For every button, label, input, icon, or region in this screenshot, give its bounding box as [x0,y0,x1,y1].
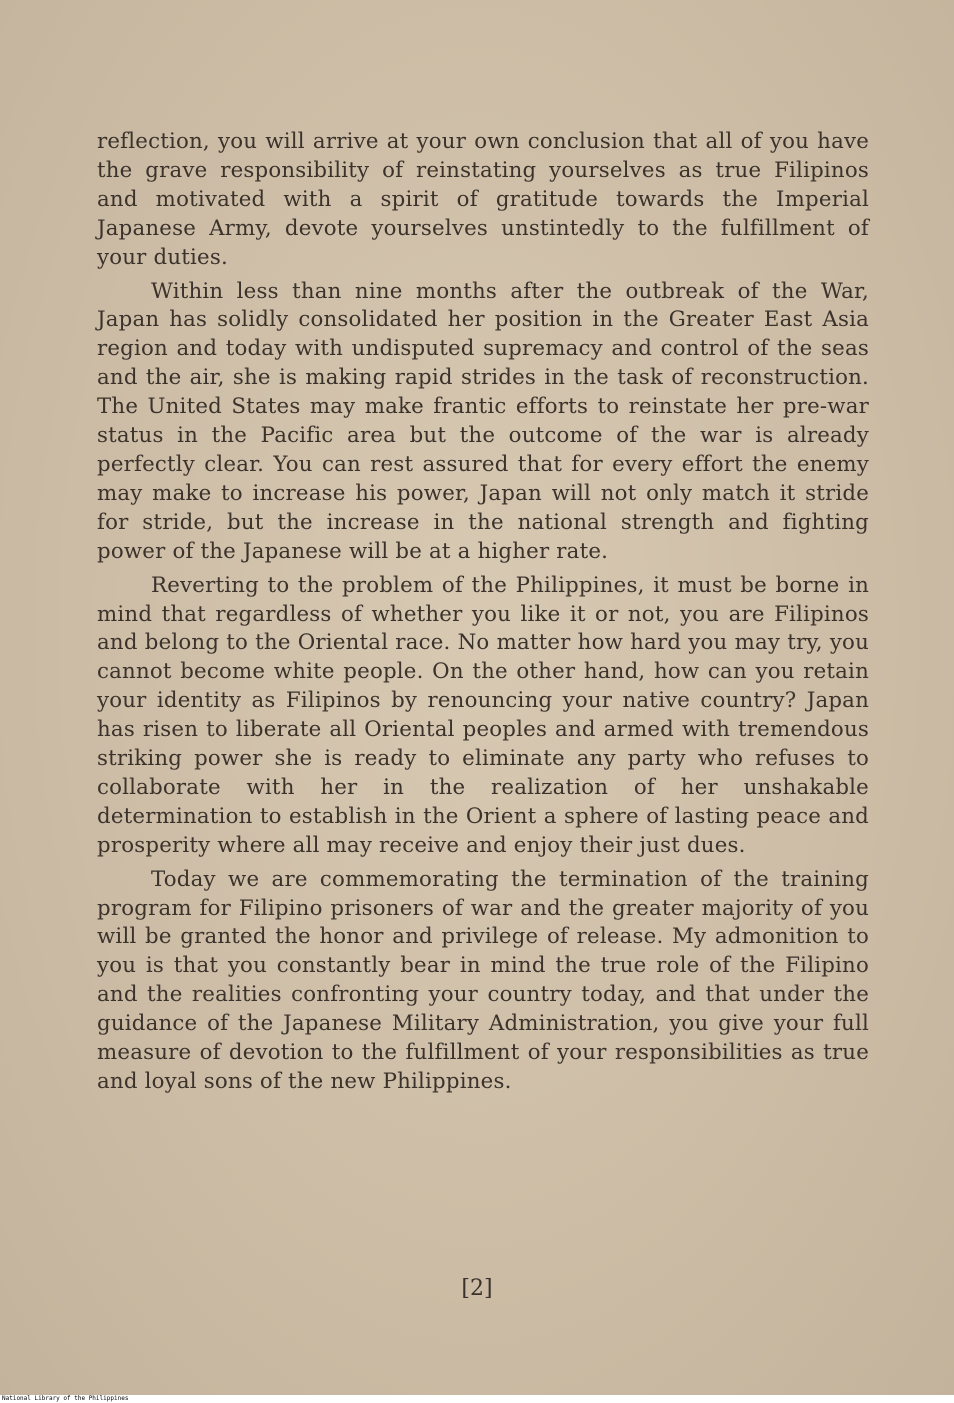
paragraph-4: Today we are commemorating the termination of the training program for Filipino prisoners of war and the greater majority of you will be granted the honor and privilege of release. My admonition to you is that you constantly bear in mind the true role of the Filipino and the realities confronting your country today, and that under the guidance of the Japanese Military Administration, you give your full measure of devotion to the fulfillment of your responsibilities as true and loyal sons of the new Philippines. [97,866,869,1094]
paragraph-2: Within less than nine months after the outbreak of the War, Japan has solidly consolidated her position in the Greater East Asia region and today with undisputed supremacy and control of the seas and the air, she is making rapid strides in the task of reconstruction. The United States may make frantic efforts to reinstate her pre-war status in the Pacific area but the outcome of the war is already perfectly clear. You can rest assured that for every effort the enemy may make to increase his power, Japan will not only match it stride for stride, but the increase in the national strength and fighting power of the Japanese will be at a higher rate. [97,278,869,564]
footer-bar [0,1395,954,1403]
paragraph-3: Reverting to the problem of the Philippines, it must be borne in mind that regardless of whether you like it or not, you are Filipinos and belong to the Oriental race. No matter how hard you may try, you cannot become white people. On the other hand, how can you retain your identity as Filipinos by renouncing your native country? Japan has risen to liberate all Oriental peoples and armed with tremendous striking power she is ready to eliminate any party who refuses to collaborate with her in the realization of her unshakable determination to establish in the Orient a sphere of lasting peace and prosperity where all may receive and enjoy their just dues. [97,572,869,858]
page-number: [2] [461,1276,493,1301]
body-text [97,128,869,1102]
paragraph-1: reflection, you will arrive at your own conclusion that all of you have the grave responsibility of reinstating yourselves as true Filipinos and motivated with a spirit of gratitude towards the Imperial Japanese Army, devote yourselves unstintedly to the fulfillment of your duties. [97,129,869,270]
library-credit: National Library of the Philippines [2,1395,129,1402]
